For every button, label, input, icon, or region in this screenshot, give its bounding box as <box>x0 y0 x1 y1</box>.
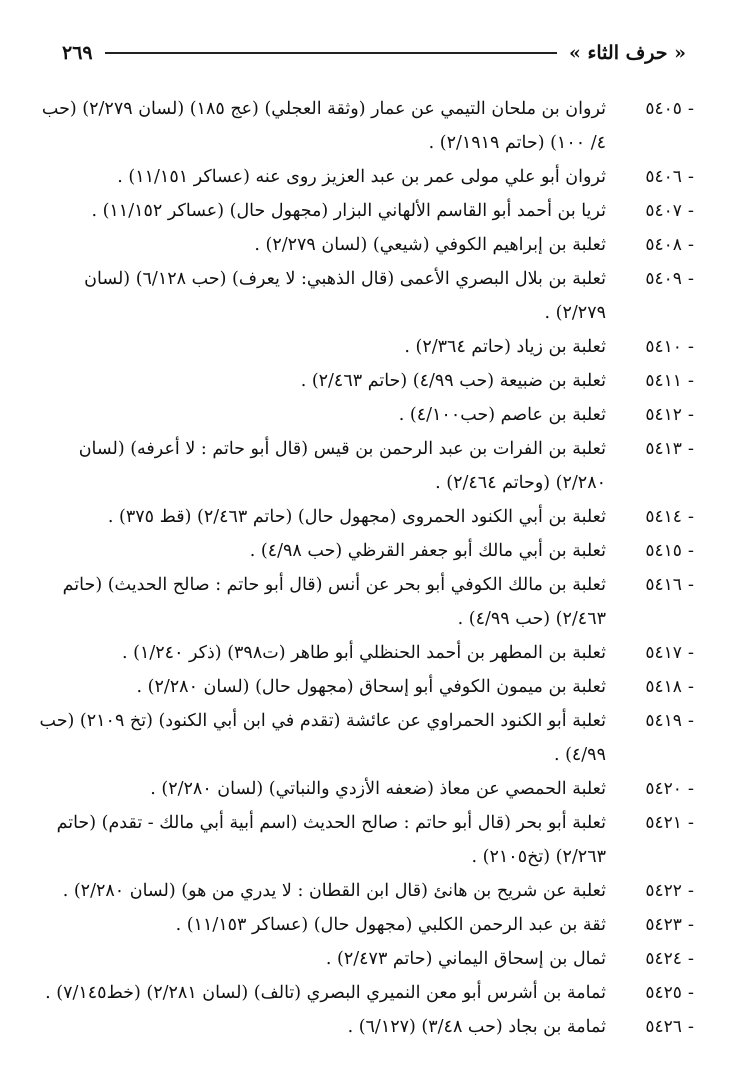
entry-text: ثعلبة عن شريح بن هانئ (قال ابن القطان : لا يدري من هو) (لسان ٢/٢٨٠) . <box>62 881 606 901</box>
page-header <box>62 38 686 68</box>
list-item <box>30 772 694 806</box>
entry-text: ثعلبة أبو الكنود الحمراوي عن عائشة (تقدم في ابن أبي الكنود) (تخ ٢١٠٩) (حب ٤/٩٩) . <box>39 711 606 765</box>
entry-number: ٥٤٢٤ - <box>645 949 694 969</box>
entry-text: ثعلبة بن المطهر بن أحمد الحنظلي أبو طاهر (ت٣٩٨) (ذكر ١/٢٤٠) . <box>122 643 606 663</box>
entry-number: ٥٤٢٠ - <box>645 779 694 799</box>
entry-number: ٥٤٢٦ - <box>645 1017 694 1037</box>
entry-list <box>30 92 694 1044</box>
list-item <box>30 194 694 228</box>
list-item <box>30 364 694 398</box>
entry-number: ٥٤٠٧ - <box>645 201 694 221</box>
entry-text: ثريا بن أحمد أبو القاسم الألهاني البزار (مجهول حال) (عساكر ١١/١٥٢) . <box>91 201 606 221</box>
list-item <box>30 160 694 194</box>
entry-number: ٥٤١٣ - <box>645 439 694 459</box>
list-item <box>30 636 694 670</box>
chapter-title: « حرف الثاء » <box>568 42 686 64</box>
entry-text: ثعلبة بن أبي مالك أبو جعفر القرظي (حب ٤/٩٨) . <box>249 541 606 561</box>
entry-text: ثروان أبو علي مولى عمر بن عبد العزيز روى عنه (عساكر ١١/١٥١) . <box>117 167 606 187</box>
list-item <box>30 262 694 330</box>
list-item <box>30 670 694 704</box>
list-item <box>30 500 694 534</box>
list-item <box>30 806 694 874</box>
entry-number: ٥٤١٥ - <box>645 541 694 561</box>
list-item <box>30 704 694 772</box>
entry-number: ٥٤٠٥ - <box>645 99 694 119</box>
entry-number: ٥٤١٢ - <box>645 405 694 425</box>
entry-text: ثعلبة أبو بحر (قال أبو حاتم : صالح الحديث (اسم أبية أبي مالك - تقدم) (حاتم ٢/٢٦٣) (تخ٢١٠٥) . <box>56 813 606 867</box>
entry-number: ٥٤١٦ - <box>645 575 694 595</box>
list-item <box>30 228 694 262</box>
entry-number: ٥٤١٠ - <box>645 337 694 357</box>
list-item <box>30 908 694 942</box>
entry-text: ثعلبة بن عاصم (حب٤/١٠٠) . <box>398 405 606 425</box>
entry-number: ٥٤٢٣ - <box>645 915 694 935</box>
entry-number: ٥٤٢٢ - <box>645 881 694 901</box>
entry-text: ثعلبة بن مالك الكوفي أبو بحر عن أنس (قال أبو حاتم : صالح الحديث) (حاتم ٢/٤٦٣) (حب ٤/٩٩) . <box>62 575 606 629</box>
entry-number: ٥٤٢٥ - <box>645 983 694 1003</box>
entry-number: ٥٤١٤ - <box>645 507 694 527</box>
list-item <box>30 942 694 976</box>
entry-number: ٥٤١٩ - <box>645 711 694 731</box>
entry-text: ثعلبة الحمصي عن معاذ (ضعفه الأزدي والنباتي) (لسان ٢/٢٨٠) . <box>150 779 606 799</box>
list-item <box>30 1010 694 1044</box>
entry-number: ٥٤١٨ - <box>645 677 694 697</box>
entry-text: ثمال بن إسحاق اليماني (حاتم ٢/٤٧٣) . <box>325 949 606 969</box>
list-item <box>30 432 694 500</box>
entry-number: ٥٤٠٦ - <box>645 167 694 187</box>
entry-number: ٥٤٢١ - <box>645 813 694 833</box>
entry-text: ثعلبة بن زياد (حاتم ٢/٣٦٤) . <box>404 337 606 357</box>
entry-number: ٥٤١٧ - <box>645 643 694 663</box>
entry-number: ٥٤٠٩ - <box>645 269 694 289</box>
entry-number: ٥٤١١ - <box>645 371 694 391</box>
entry-text: ثروان بن ملحان التيمي عن عمار (وثقة العجلي) (عج ١٨٥) (لسان ٢/٢٧٩) (حب ٤/ ١٠٠) (حاتم ٢/١٩١٩) . <box>41 99 606 153</box>
list-item <box>30 874 694 908</box>
entry-number: ٥٤٠٨ - <box>645 235 694 255</box>
entry-text: ثعلبة بن ضبيعة (حب ٤/٩٩) (حاتم ٢/٤٦٣) . <box>300 371 606 391</box>
list-item <box>30 568 694 636</box>
header-rule <box>105 52 557 54</box>
entry-text: ثمامة بن بجاد (حب ٣/٤٨) (٦/١٢٧) . <box>347 1017 606 1037</box>
page-number: ٢٦٩ <box>62 42 93 64</box>
list-item <box>30 398 694 432</box>
entry-text: ثعلبة بن الفرات بن عبد الرحمن بن قيس (قال أبو حاتم : لا أعرفه) (لسان ٢/٢٨٠) (وحاتم ٢/٤٦٤) . <box>78 439 606 493</box>
list-item <box>30 92 694 160</box>
entry-text: ثعلبة بن ميمون الكوفي أبو إسحاق (مجهول حال) (لسان ٢/٢٨٠) . <box>136 677 606 697</box>
list-item <box>30 976 694 1010</box>
entry-text: ثمامة بن أشرس أبو معن النميري البصري (تالف) (لسان ٢/٢٨١) (خط٧/١٤٥) . <box>45 983 606 1003</box>
entry-text: ثعلبة بن أبي الكنود الحمروى (مجهول حال) (حاتم ٢/٤٦٣) (قط ٣٧٥) . <box>107 507 606 527</box>
entry-text: ثعلبة بن إبراهيم الكوفي (شيعي) (لسان ٢/٢٧٩) . <box>254 235 606 255</box>
list-item <box>30 534 694 568</box>
entry-text: ثقة بن عبد الرحمن الكلبي (مجهول حال) (عساكر ١١/١٥٣) . <box>175 915 606 935</box>
entry-text: ثعلبة بن بلال البصري الأعمى (قال الذهبي: لا يعرف) (حب ٦/١٢٨) (لسان ٢/٢٧٩) . <box>84 269 606 323</box>
list-item <box>30 330 694 364</box>
